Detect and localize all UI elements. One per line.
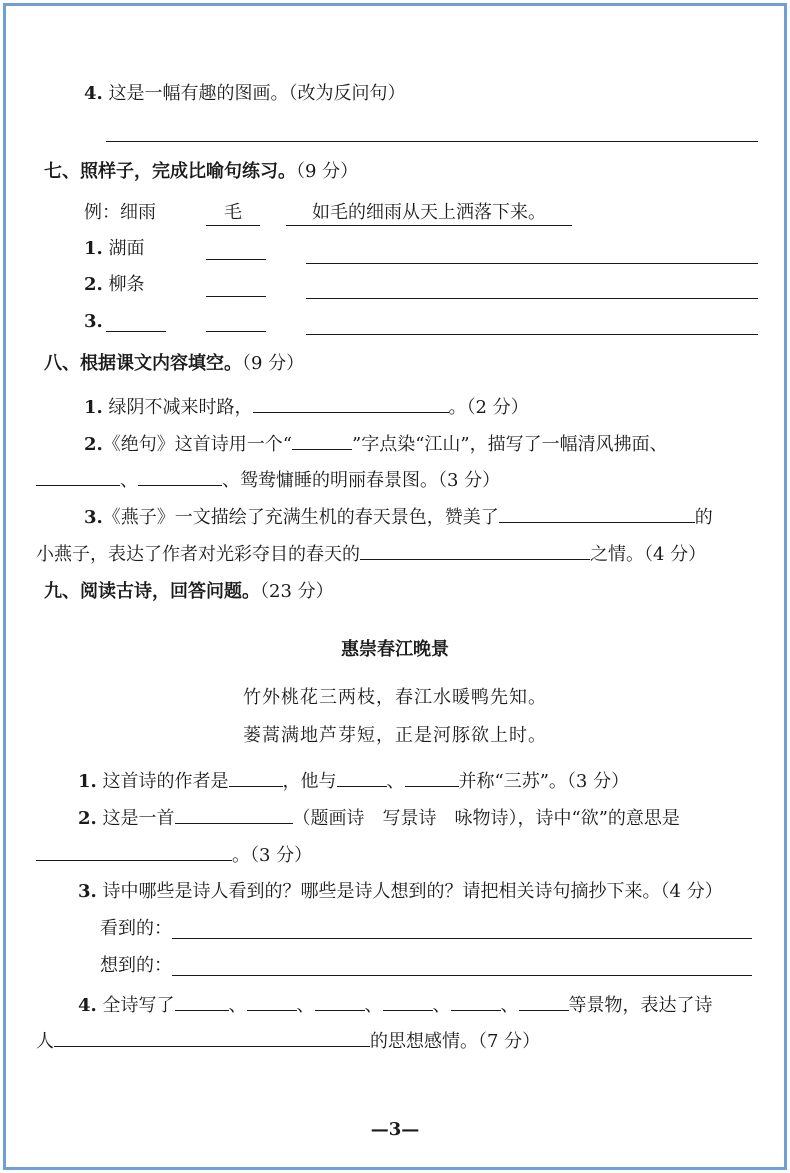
question-number: 3. [78,881,97,902]
question-number: 1. [84,397,103,418]
question-8-2 [84,431,668,457]
simile-item-1 [84,237,145,261]
answer-blank[interactable] [315,992,365,1011]
blank-sentence-3[interactable] [306,334,758,335]
answer-blank[interactable] [36,842,232,861]
question-9-2 [78,805,680,831]
section-9-heading [44,580,334,604]
question-text: 这首诗的作者是 [102,771,229,792]
question-9-2-cont [36,842,312,868]
question-text: 。（3 分） [232,845,313,866]
poem-title-text: 惠崇春江晚景 [341,639,449,660]
question-text: 这是一幅有趣的图画。（改为反问句） [108,83,406,104]
question-text: （题画诗 写景诗 咏物诗），诗中“欲”的意思是 [292,808,680,829]
separator: 、 [386,771,405,792]
blank-word-3[interactable] [206,331,266,332]
blank-word-2[interactable] [206,296,266,297]
question-text: 《燕子》一文描绘了充满生机的春天景色，赞美了 [102,507,499,528]
answer-blank[interactable] [519,992,569,1011]
section-score: （9 分） [296,161,359,182]
answer-blank[interactable] [138,467,222,486]
example-sentence-value: 如毛的细雨从天上洒落下来。 [286,201,572,226]
question-text: 小燕子，表达了作者对光彩夺目的春天的 [36,544,360,565]
question-6-4 [84,82,406,106]
question-9-1 [78,768,629,794]
separator: 、 [432,995,451,1016]
question-number: 2. [78,808,97,829]
answer-blank[interactable] [292,431,352,450]
blank-word-1[interactable] [206,259,266,260]
question-text: ，他与 [282,771,337,792]
thought-answer-line[interactable] [172,975,752,976]
example-word [206,201,260,226]
blank-sentence-1[interactable] [306,263,758,264]
section-8-heading [44,352,304,376]
example-label: 例：细雨 [84,202,156,223]
question-text: 并称“三苏”。（3 分） [458,771,630,792]
answer-blank[interactable] [253,394,449,413]
section-title: 九、阅读古诗，回答问题。 [44,581,260,602]
page-number-text: —3— [370,1119,420,1140]
section-title: 八、根据课文内容填空。 [44,353,242,374]
simile-item-3 [84,310,103,334]
page-number [0,1118,790,1142]
question-text: ”字点染“江山”，描写了一幅清风拂面、 [352,434,668,455]
simile-item-2 [84,273,145,297]
answer-blank[interactable] [383,992,433,1011]
answer-line[interactable] [106,141,758,142]
separator: 、 [364,995,383,1016]
question-text: 这是一首 [102,808,175,829]
seen-label: 看到的： [100,918,172,939]
question-9-3 [78,880,723,904]
item-number: 2. [84,274,103,295]
question-text: 之情。（4 分） [590,544,707,565]
question-text: 人 [36,1031,54,1052]
answer-blank[interactable] [54,1028,370,1047]
poem-line-1: 竹外桃花三两枝，春江水暖鸭先知。 [243,687,547,708]
separator: 、 [500,995,519,1016]
answer-blank[interactable] [175,805,293,824]
question-number: 2. [84,434,103,455]
question-number: 4. [78,995,97,1016]
question-text: 全诗写了 [102,995,175,1016]
question-text: 的 [694,507,713,528]
section-score: （9 分） [242,353,305,374]
question-text: 。（2 分） [448,397,529,418]
answer-blank[interactable] [337,768,387,787]
blank-subject-3[interactable] [106,331,166,332]
example-word-value: 毛 [206,201,260,226]
answer-blank[interactable] [405,768,459,787]
question-8-2-cont [36,467,500,493]
question-number: 4. [84,83,103,104]
poem-line-2: 蒌蒿满地芦芽短，正是河豚欲上时。 [243,725,547,746]
section-7-heading [44,160,358,184]
question-8-3 [84,504,713,530]
answer-blank[interactable] [247,992,297,1011]
question-text: 、鸳鸯慵睡的明丽春景图。（3 分） [222,470,501,491]
section-title: 七、照样子，完成比喻句练习。 [44,161,296,182]
answer-blank[interactable] [360,541,590,560]
question-8-1 [84,394,529,420]
question-text: 绿阴不减来时路， [108,397,253,418]
answer-blank[interactable] [451,992,501,1011]
item-number: 1. [84,238,103,259]
separator: 、 [120,470,138,491]
question-text: 诗中哪些是诗人看到的？哪些是诗人想到的？请把相关诗句摘抄下来。（4 分） [102,881,723,902]
answer-blank[interactable] [499,504,695,523]
blank-sentence-2[interactable] [306,298,758,299]
poem-title [0,638,790,662]
question-9-4-cont [36,1028,540,1054]
seen-answer-line[interactable] [172,938,752,939]
item-number: 3. [84,311,103,332]
item-word: 湖面 [108,238,145,259]
question-number: 3. [84,507,103,528]
separator: 、 [296,995,315,1016]
answer-blank[interactable] [229,768,283,787]
item-word: 柳条 [108,274,145,295]
question-8-3-cont [36,541,706,567]
question-text: 的思想感情。（7 分） [370,1031,541,1052]
thought-label: 想到的： [100,955,172,976]
question-text: 《绝句》这首诗用一个“ [102,434,292,455]
separator: 、 [228,995,247,1016]
question-9-4 [78,992,713,1018]
question-text: 等景物，表达了诗 [568,995,713,1016]
example-sentence [286,201,572,226]
answer-blank[interactable] [36,467,120,486]
answer-blank[interactable] [175,992,229,1011]
question-number: 1. [78,771,97,792]
section-score: （23 分） [260,581,334,602]
